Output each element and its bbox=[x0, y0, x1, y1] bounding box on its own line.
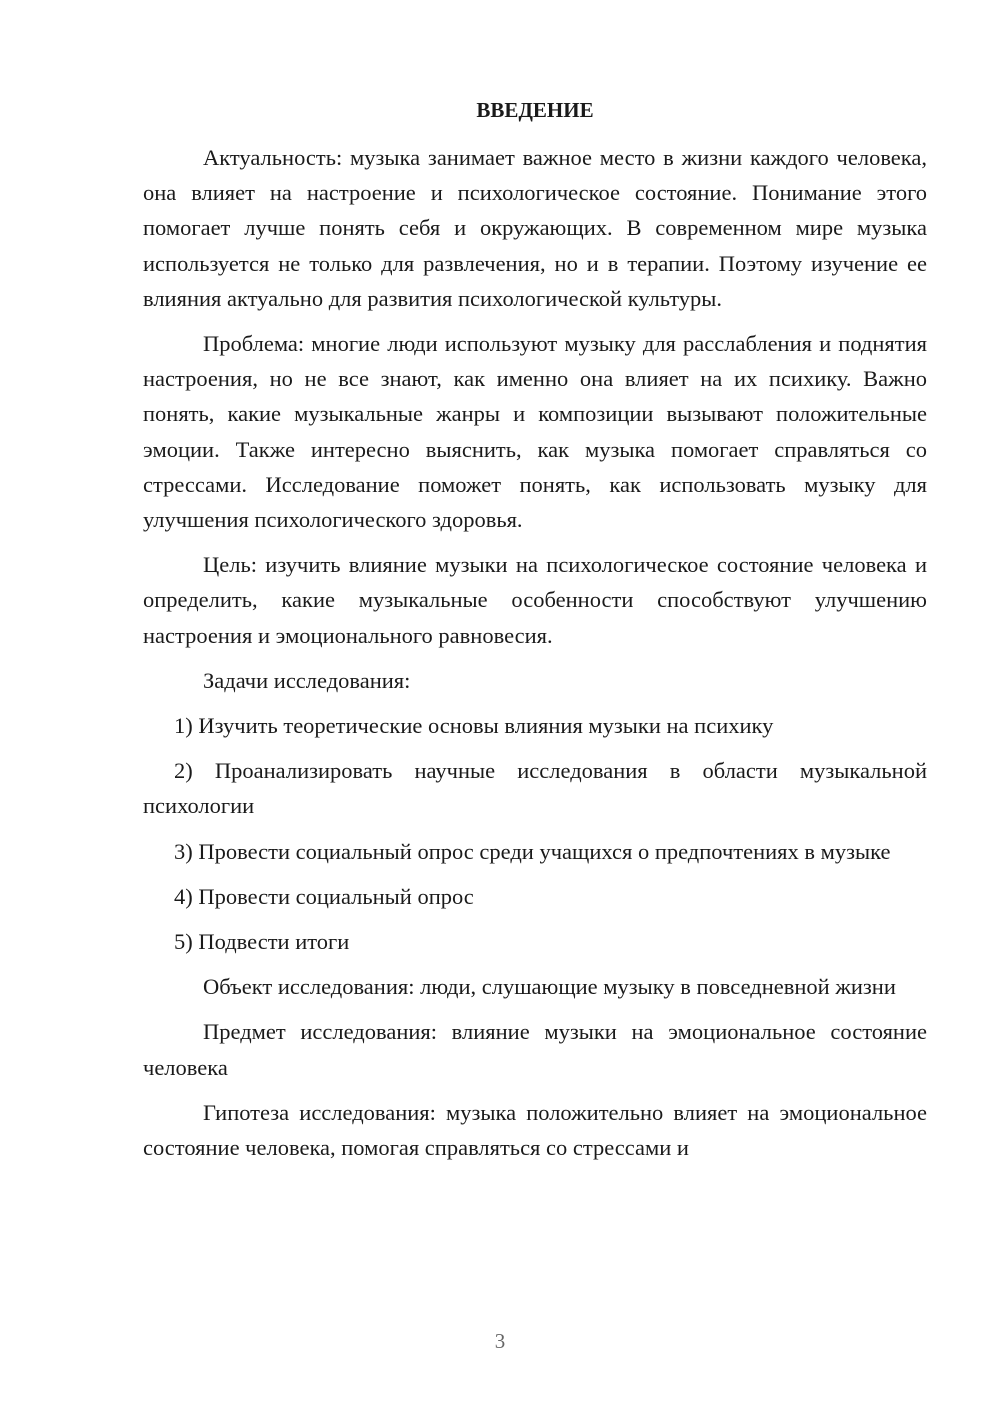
object-paragraph: Объект исследования: люди, слушающие музыку в повседневной жизни bbox=[203, 974, 896, 1000]
task-item: 3) Провести социальный опрос среди учащихся о предпочтениях в музыке bbox=[174, 838, 891, 864]
task-item: 1) Изучить теоретические основы влияния музыки на психику bbox=[174, 713, 774, 739]
hypothesis-paragraph: Гипотеза исследования: музыка положительно влияет на эмоциональное состояние человека, помогая справляться со стрессами и bbox=[143, 1099, 927, 1161]
task-item: 4) Провести социальный опрос bbox=[174, 883, 474, 909]
page-title: ВВЕДЕНИЕ bbox=[476, 98, 594, 122]
task-item: 2) Проанализировать научные исследования в области музыкальной психологии bbox=[143, 758, 927, 819]
subject-paragraph: Предмет исследования: влияние музыки на эмоциональное состояние человека bbox=[143, 1019, 927, 1080]
page-number: 3 bbox=[494, 1329, 506, 1353]
document-page bbox=[143, 92, 927, 1175]
goal-paragraph: Цель: изучить влияние музыки на психологическое состояние человека и определить, какие музыкальные особенности способствуют улучшению настроения и эмоционального равновесия. bbox=[143, 552, 927, 648]
relevance-paragraph: Актуальность: музыка занимает важное место в жизни каждого человека, она влияет на настроение и психологическое состояние. Понимание этого помогает лучше понять себя и окружающих. В современном мире музыка используется не только для развлечения, но и в терапии. Поэтому изучение ее влияния актуально для развития психологической культуры. bbox=[143, 145, 927, 311]
task-item: 5) Подвести итоги bbox=[174, 929, 350, 955]
tasks-heading: Задачи исследования: bbox=[203, 667, 411, 693]
problem-paragraph: Проблема: многие люди используют музыку для расслабления и поднятия настроения, но не все знают, как именно она влияет на их психику. Важно понять, какие музыкальные жанры и композиции вызывают положительные эмоции. Также интересно выяснить, как музыка помогает справляться со стрессами. Исследование поможет понять, как использовать музыку для улучшения психологического здоровья. bbox=[143, 331, 927, 533]
